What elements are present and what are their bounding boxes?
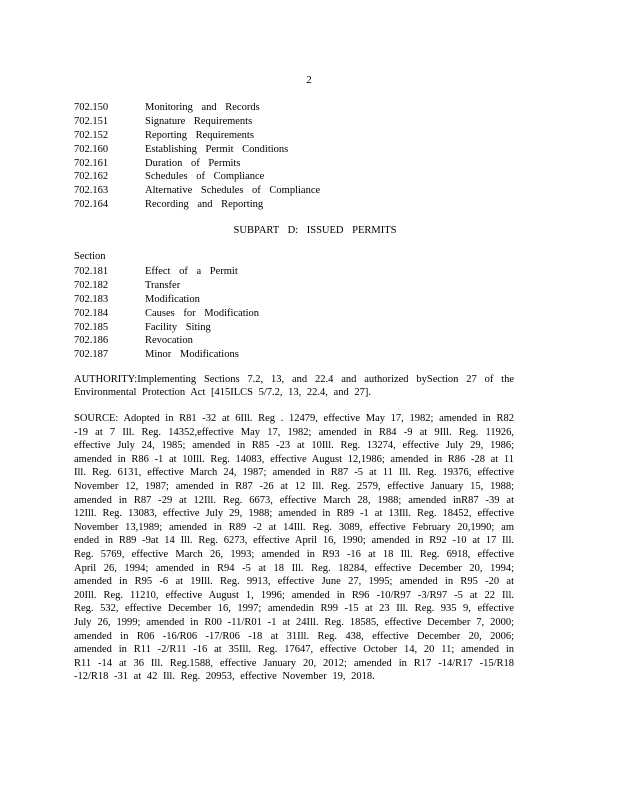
section-title: Reporting Requirements: [145, 129, 254, 141]
section-title: Revocation: [145, 335, 193, 347]
section-title: Duration of Permits: [145, 157, 241, 169]
section-title: Monitoring and Records: [145, 102, 260, 113]
section-title: Establishing Permit Conditions: [145, 143, 289, 155]
section-number: 702.183: [74, 293, 109, 305]
toc-entry: [74, 184, 544, 198]
section-number: 702.163: [74, 185, 109, 197]
section-title: Effect of a Permit: [145, 266, 238, 277]
section-number: 702.185: [74, 321, 109, 333]
section-list-subpart-d: [74, 265, 544, 362]
authority-note: AUTHORITY:Implementing Sections 7.2, 13, and 22.4 and authorized bySection 27 of the Environmental Protection Act [415ILCS 5/7.2, 13, 22.4, and 27].: [74, 374, 514, 399]
toc-entry: [74, 198, 544, 212]
section-title: Transfer: [145, 279, 181, 291]
subpart-heading: SUBPART D: ISSUED PERMITS: [233, 225, 397, 236]
toc-entry: [74, 265, 544, 279]
section-number: 702.187: [74, 349, 109, 361]
section-number: 702.162: [74, 171, 109, 183]
section-number: 702.184: [74, 307, 109, 319]
toc-entry: [74, 334, 544, 348]
section-title: Causes for Modification: [145, 307, 260, 319]
toc-entry: [74, 115, 544, 129]
toc-entry: [74, 129, 544, 143]
section-number: 702.160: [74, 143, 109, 155]
page-number: 2: [306, 74, 312, 86]
section-number: 702.152: [74, 129, 109, 141]
toc-entry: [74, 321, 544, 335]
section-title: Minor Modifications: [145, 349, 239, 361]
toc-entry: [74, 143, 544, 157]
source-note: SOURCE: Adopted in R81 -32 at 6Ill. Reg . 12479, effective May 17, 1982; amended in R82 -19 at 7 Ill. Reg. 14352,effective May 17, 1982; amended in R84 -9 at 9Ill. Reg. 11926, effective July 24, 1985; amended in R85 -23 at 10Ill. Reg. 13274, effective July 29, 1986; amended in R86 -1 at 10Ill. Reg. 14083, effective August 12,1986; amended in R86 -28 at 11 Ill. Reg. 6131, effective March 24, 1987; amended in R87 -5 at 11 Ill. Reg. 19376, effective November 12, 1987; amended in R87 -26 at 12 Ill. Reg. 2579, effective January 15, 1988; amended in R87 -29 at 12Ill. Reg. 6673, effective March 28, 1988; amended inR87 -39 at 12Ill. Reg. 13083, effective July 29, 1988; amended in R89 -1 at 13Ill. Reg. 18452, effective November 13,1989; amended in R89 -2 at 14Ill. Reg. 3089, effective February 20,1990; am ended in R89 -9at 14 Ill. Reg. 6273, effective April 16, 1990; amended in R92 -10 at 17 Ill. Reg. 5769, effective March 26, 1993; amended in R93 -16 at 18 Ill. Reg. 6918, effective April 26, 1994; amended in R94 -5 at 18 Ill. Reg. 18284, effective December 20, 1994; amended in R95 -6 at 19Ill. Reg. 9913, effective June 27, 1995; amended in R95 -20 at 20Ill. Reg. 11210, effective August 1, 1996; amended in R96 -10/R97 -3/R97 -5 at 22 Ill. Reg. 532, effective December 16, 1997; amendedin R99 -15 at 23 Ill. Reg. 935 9, effective July 26, 1999; amended in R00 -11/R01 -1 at 24Ill. Reg. 18585, effective December 7, 2000; amended in R06 -16/R06 -17/R06 -18 at 31Ill. Reg. 438, effective December 20, 2006; amended in R11 -2/R11 -16 at 35Ill. Reg. 17647, effective October 14, 20 11; amended in R11 -14 at 36 Ill. Reg.1588, effective January 20, 2012; amended in R17 -14/R17 -15/R18 -12/R18 -31 at 42 Ill. Reg. 20953, effective November 19, 2018.: [74, 413, 514, 683]
toc-entry: [74, 101, 544, 115]
toc-entry: [74, 279, 544, 293]
section-number: 702.182: [74, 279, 109, 291]
section-title: Recording and Reporting: [145, 199, 264, 211]
section-title: Modification: [145, 293, 200, 305]
section-number: 702.186: [74, 335, 109, 347]
toc-entry: [74, 293, 544, 307]
section-title: Schedules of Compliance: [145, 171, 265, 183]
section-label: Section: [74, 251, 106, 262]
section-number: 702.161: [74, 157, 109, 169]
section-title: Alternative Schedules of Compliance: [145, 185, 321, 197]
section-number: 702.164: [74, 199, 109, 211]
toc-entry: [74, 348, 544, 362]
toc-entry: [74, 170, 544, 184]
section-number: 702.151: [74, 115, 109, 127]
section-title: Facility Siting: [145, 321, 211, 333]
section-title: Signature Requirements: [145, 115, 253, 127]
section-list-subpart-c: [74, 101, 544, 212]
toc-entry: [74, 307, 544, 321]
toc-entry: [74, 157, 544, 171]
section-number: 702.150: [74, 102, 109, 113]
section-number: 702.181: [74, 266, 109, 277]
